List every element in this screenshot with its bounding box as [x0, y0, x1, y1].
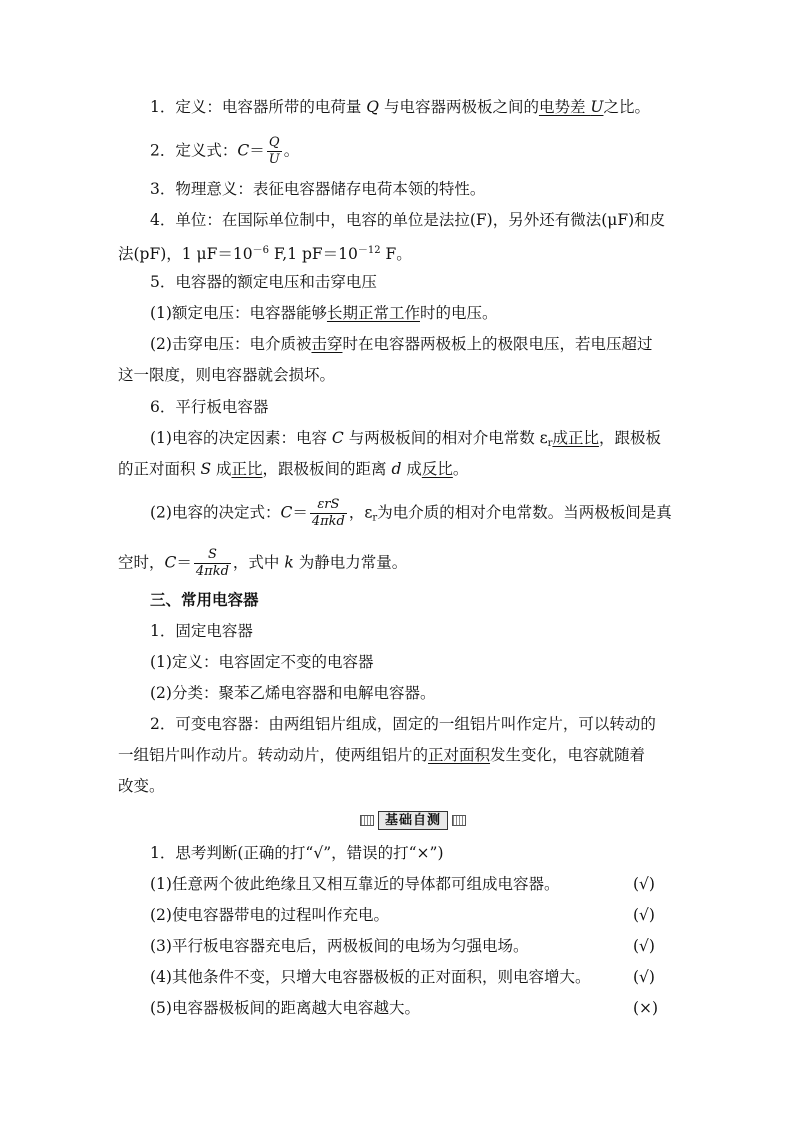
- underlined-term: 电势差 U: [538, 98, 604, 116]
- formula-line: 2．定义式：C＝ $\frac{Q}{U}$ 。: [150, 135, 300, 167]
- breakdown-voltage-line-2: 这一限度，则电容器就会损坏。: [118, 366, 336, 384]
- fraction-s-over-4pikd: $\frac{S}{\text{4πkd}}$: [195, 547, 229, 579]
- parallel-plate-heading: 6．平行板电容器: [150, 398, 269, 416]
- judgment-item: (3)平行板电容器充电后，两极板间的电场为匀强电场。: [150, 937, 529, 955]
- variable-capacitor-line-3: 改变。: [118, 777, 165, 795]
- fraction-q-over-u: $\frac{Q}{U}$: [268, 135, 280, 167]
- breakdown-voltage-line-1: (2)击穿电压：电介质被击穿时在电容器两极板上的极限电压，若电压超过: [150, 335, 653, 353]
- judgment-item: (1)任意两个彼此绝缘且又相互靠近的导体都可组成电容器。: [150, 875, 560, 893]
- judgment-item: (5)电容器极板间的距离越大电容越大。: [150, 999, 420, 1017]
- judgment-answer: (√): [633, 937, 655, 955]
- fixed-capacitor-types: (2)分类：聚苯乙烯电容器和电解电容器。: [150, 684, 436, 702]
- physical-meaning-line: 3．物理意义：表征电容器储存电荷本领的特性。: [150, 180, 486, 198]
- judgment-item: (2)使电容器带电的过程叫作充电。: [150, 906, 389, 924]
- judgment-answer: (×): [633, 999, 659, 1017]
- determining-formula-line: (2)电容的决定式：C＝ $\frac{\text{εrS}}{\text{4πkd}}$ ，$\varepsilon_r$为电介质的相对介电常数。当两极板间是真: [150, 497, 672, 529]
- self-test-banner: [360, 811, 466, 829]
- judgment-instructions: 1．思考判断(正确的打“√”，错误的打“×”): [150, 844, 444, 862]
- variable-capacitor-line-1: 2．可变电容器：由两组铝片组成，固定的一组铝片叫作定片，可以转动的: [150, 715, 656, 733]
- fixed-capacitor-heading: 1．固定电容器: [150, 622, 253, 640]
- banner-right-decoration: [452, 815, 466, 826]
- variable-capacitor-line-2: 一组铝片叫作动片。转动动片，使两组铝片的正对面积发生变化，电容就随着: [118, 746, 646, 764]
- judgment-answer: (√): [633, 875, 655, 893]
- judgment-item: (4)其他条件不变，只增大电容器极板的正对面积，则电容增大。: [150, 968, 591, 986]
- unit-line-1: 4．单位：在国际单位制中，电容的单位是法拉(F)，另外还有微法(μF)和皮: [150, 211, 666, 229]
- banner-label: 基础自测: [378, 811, 448, 830]
- banner-left-decoration: [360, 815, 374, 826]
- judgment-answer: (√): [633, 968, 655, 986]
- fixed-capacitor-definition: (1)定义：电容固定不变的电容器: [150, 653, 374, 671]
- fraction-epsilon-s-over-4pikd: $\frac{\text{εrS}}{\text{4πkd}}$: [311, 497, 345, 529]
- section-heading-voltage: 5．电容器的额定电压和击穿电压: [150, 273, 377, 291]
- determining-factors-line-1: (1)电容的决定因素：电容 C 与两极板间的相对介电常数 $\varepsilon_r$成正比，跟极板: [150, 429, 661, 449]
- rated-voltage-line: (1)额定电压：电容器能够长期正常工作时的电压。: [150, 304, 498, 322]
- unit-line-2: 法(pF)，1 $\mu F=10^{-6}$ F,1 $pF=10^{-12}$ F。: [118, 245, 412, 263]
- judgment-answer: (√): [633, 906, 655, 924]
- definition-line: 1．定义：电容器所带的电荷量 Q 与电容器两极板之间的电势差 U之比。: [150, 98, 650, 116]
- vacuum-formula-line: 空时，C＝ $\frac{S}{\text{4πkd}}$ ，式中 k 为静电力常量。: [118, 547, 408, 579]
- section-heading-common-capacitors: 三、常用电容器: [150, 590, 259, 609]
- determining-factors-line-2: 的正对面积 S 成正比，跟极板间的距离 d 成反比。: [118, 460, 469, 478]
